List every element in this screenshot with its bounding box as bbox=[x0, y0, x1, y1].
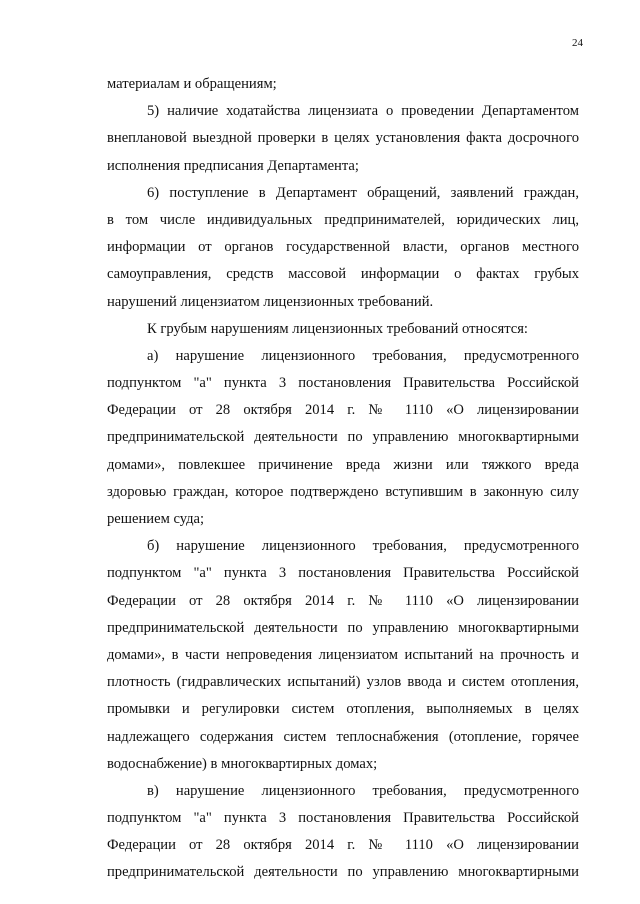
text-line: б) нарушение лицензионного требования, предусмотренного bbox=[147, 538, 579, 555]
text-line: К грубым нарушениям лицензионных требований относятся: bbox=[147, 320, 528, 337]
body-text bbox=[107, 71, 579, 887]
text-line: информации от органов государственной власти, органов местного bbox=[107, 239, 579, 256]
text-line: подпунктом "а" пункта 3 постановления Правительства Российской bbox=[107, 810, 579, 827]
text-line: 6) поступление в Департамент обращений, заявлений граждан, bbox=[147, 184, 579, 201]
text-line: водоснабжение) в многоквартирных домах; bbox=[107, 755, 378, 772]
text-line: нарушений лицензиатом лицензионных требований. bbox=[107, 293, 434, 310]
text-line: домами», повлекшее причинение вреда жизни или тяжкого вреда bbox=[107, 456, 579, 473]
text-line: здоровью граждан, которое подтверждено вступившим в законную силу bbox=[107, 483, 579, 500]
text-line: Федерации от 28 октября 2014 г. № 1110 «О лицензировании bbox=[107, 402, 579, 419]
text-line: внеплановой выездной проверки в целях установления факта досрочного bbox=[107, 130, 579, 147]
text-line: предпринимательской деятельности по управлению многоквартирными bbox=[107, 429, 579, 446]
text-line: предпринимательской деятельности по управлению многоквартирными bbox=[107, 864, 579, 881]
text-line: промывки и регулировки систем отопления, выполняемых в целях bbox=[107, 701, 579, 718]
text-line: 5) наличие ходатайства лицензиата о проведении Департаментом bbox=[147, 103, 579, 120]
text-line: материалам и обращениям; bbox=[107, 76, 277, 92]
text-line: решением суда; bbox=[107, 511, 205, 527]
text-line: а) нарушение лицензионного требования, предусмотренного bbox=[147, 347, 579, 364]
text-line: плотность (гидравлических испытаний) узлов ввода и систем отопления, bbox=[107, 674, 579, 691]
text-line: в том числе индивидуальных предпринимателей, юридических лиц, bbox=[107, 211, 579, 228]
text-line: в) нарушение лицензионного требования, предусмотренного bbox=[147, 782, 579, 799]
text-line: Федерации от 28 октября 2014 г. № 1110 «О лицензировании bbox=[107, 837, 579, 854]
text-line: надлежащего содержания систем теплоснабжения (отопление, горячее bbox=[107, 728, 579, 745]
page-number: 24 bbox=[572, 37, 583, 49]
text-line: подпунктом "а" пункта 3 постановления Правительства Российской bbox=[107, 565, 579, 582]
text-line: Федерации от 28 октября 2014 г. № 1110 «О лицензировании bbox=[107, 592, 579, 609]
text-line: домами», в части непроведения лицензиатом испытаний на прочность и bbox=[107, 646, 579, 663]
text-line: подпунктом "а" пункта 3 постановления Правительства Российской bbox=[107, 375, 579, 392]
text-line: исполнения предписания Департамента; bbox=[107, 157, 359, 174]
text-line: самоуправления, средств массовой информации о фактах грубых bbox=[107, 266, 579, 283]
text-line: предпринимательской деятельности по управлению многоквартирными bbox=[107, 619, 579, 636]
